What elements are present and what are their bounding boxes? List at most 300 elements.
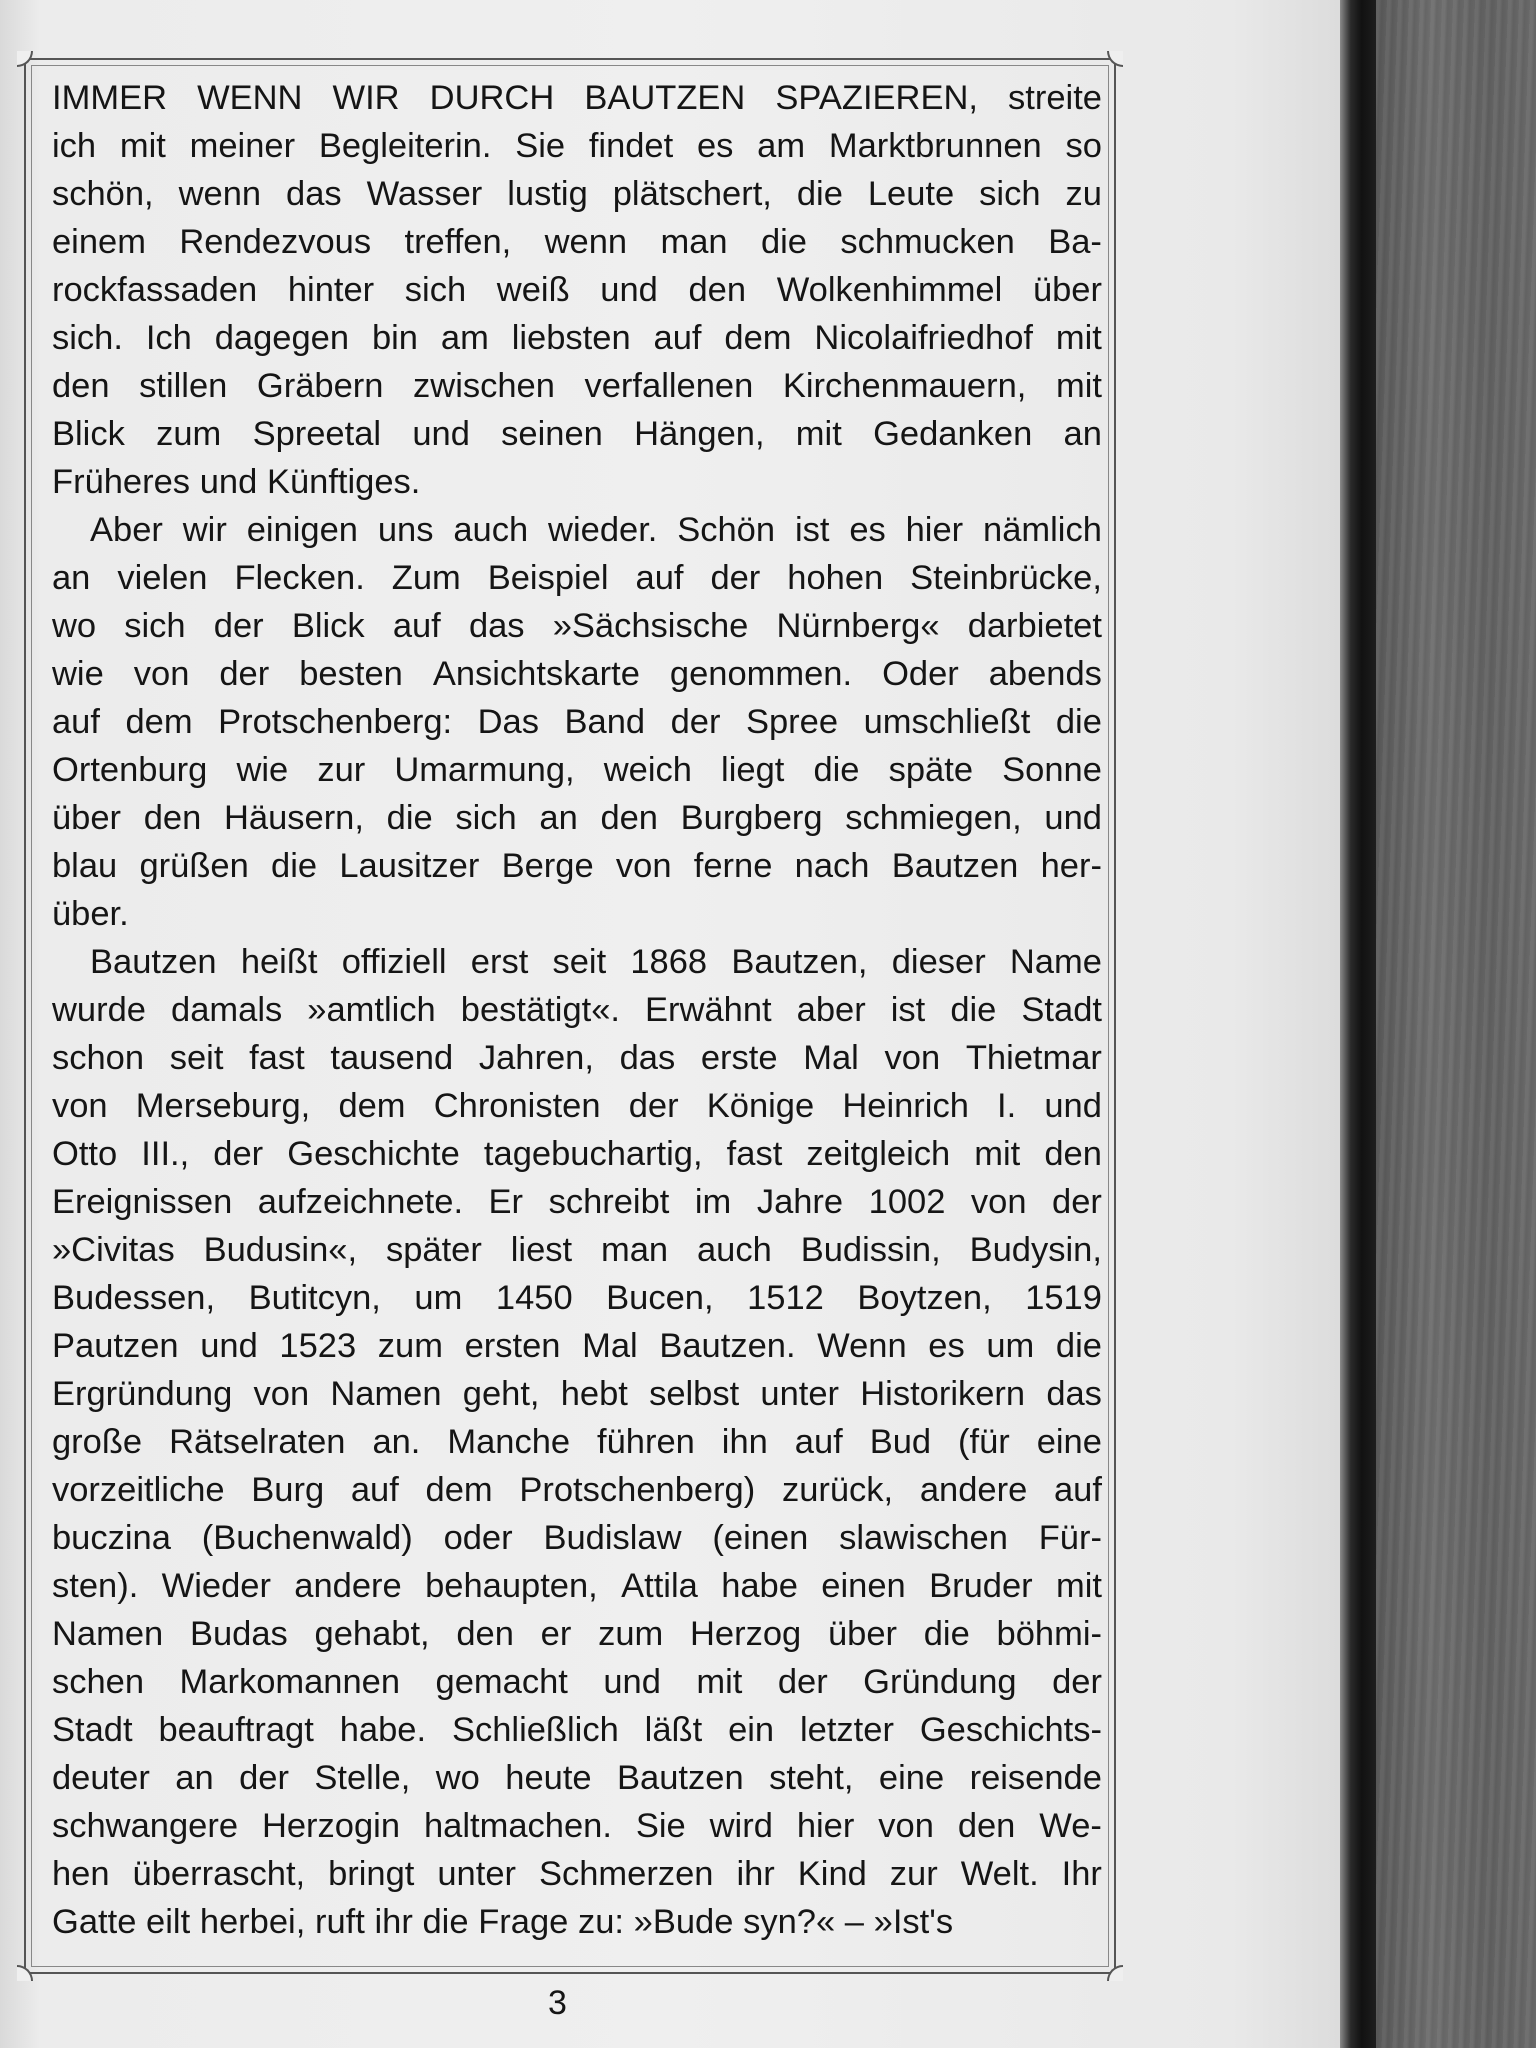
word: die bbox=[1055, 703, 1102, 741]
word: selbst bbox=[649, 1375, 740, 1413]
word: wie bbox=[52, 655, 104, 693]
word: und bbox=[200, 1327, 258, 1365]
word: oder bbox=[443, 1519, 513, 1557]
frame-corner bbox=[1107, 51, 1123, 67]
word: buczina bbox=[52, 1519, 171, 1557]
word: sich. bbox=[52, 319, 123, 357]
word: das bbox=[619, 1039, 676, 1077]
text-line bbox=[52, 698, 1102, 746]
word: Stadt bbox=[52, 1711, 133, 1749]
body-text bbox=[52, 74, 1102, 1946]
word: 1523 bbox=[279, 1327, 357, 1365]
text-line bbox=[52, 1418, 1102, 1466]
word: einen bbox=[821, 1567, 906, 1605]
word: Umarmung, bbox=[394, 751, 575, 789]
word: letzter bbox=[800, 1711, 894, 1749]
word: Burg bbox=[251, 1471, 325, 1509]
word: plätschert, bbox=[612, 175, 772, 213]
word: blau bbox=[52, 847, 118, 885]
word: Otto bbox=[52, 1135, 118, 1173]
word: (einen bbox=[712, 1519, 809, 1557]
frame-corner bbox=[1107, 1965, 1123, 1981]
word: tagebuchartig, bbox=[483, 1135, 703, 1173]
word: Gründung bbox=[863, 1663, 1017, 1701]
word: der bbox=[219, 655, 270, 693]
word: Sie bbox=[515, 127, 566, 165]
word: habe bbox=[721, 1567, 798, 1605]
word: zum bbox=[598, 1615, 664, 1653]
word: von bbox=[878, 1807, 934, 1845]
word: »Bude bbox=[633, 1903, 734, 1941]
word: am bbox=[440, 319, 489, 357]
word: (Buchenwald) bbox=[201, 1519, 413, 1557]
word: läßt bbox=[644, 1711, 703, 1749]
word: heute bbox=[505, 1759, 592, 1797]
word: offiziell bbox=[341, 943, 447, 981]
word: ist bbox=[794, 511, 830, 549]
word: der bbox=[239, 1759, 289, 1797]
word: Kind bbox=[797, 1855, 867, 1893]
word: Markomannen bbox=[179, 1663, 401, 1701]
page-number: 3 bbox=[548, 1984, 567, 2022]
word: über bbox=[1032, 271, 1102, 309]
word: wenn bbox=[544, 223, 628, 261]
word: Spree bbox=[745, 703, 839, 741]
word: zur bbox=[889, 1855, 938, 1893]
text-line bbox=[52, 1658, 1102, 1706]
text-line bbox=[52, 746, 1102, 794]
word: Steinbrücke, bbox=[910, 559, 1102, 597]
word: Attila bbox=[621, 1567, 698, 1605]
word: den bbox=[600, 799, 658, 837]
text-line bbox=[52, 314, 1102, 362]
text-line bbox=[52, 794, 1102, 842]
word: an. bbox=[372, 1423, 421, 1461]
word: lustig bbox=[507, 175, 588, 213]
word: von bbox=[133, 655, 190, 693]
word: mit bbox=[1056, 1567, 1102, 1605]
frame-corner bbox=[17, 1965, 33, 1981]
word: meiner bbox=[189, 127, 296, 165]
word: auf bbox=[635, 559, 684, 597]
word: Budessen, bbox=[52, 1279, 216, 1317]
word: Erwähnt bbox=[645, 991, 772, 1029]
word: den bbox=[52, 367, 110, 405]
word: »Ist's bbox=[873, 1903, 954, 1941]
word: Protschenberg) bbox=[519, 1471, 756, 1509]
word: andere bbox=[294, 1567, 402, 1605]
word: syn?« bbox=[743, 1903, 836, 1941]
word: zu bbox=[1065, 175, 1102, 213]
word: seinen bbox=[501, 415, 603, 453]
word: zum bbox=[377, 1327, 443, 1365]
word: her- bbox=[1040, 847, 1102, 885]
word: wieder. bbox=[548, 511, 658, 549]
word: liest bbox=[510, 1231, 573, 1269]
text-line bbox=[52, 266, 1102, 314]
word: Heinrich bbox=[842, 1087, 969, 1125]
word: Beispiel bbox=[487, 559, 609, 597]
word: es bbox=[928, 1327, 965, 1365]
word: schwangere bbox=[52, 1807, 239, 1845]
word: mit bbox=[696, 1663, 743, 1701]
word: nämlich bbox=[983, 511, 1102, 549]
word: Gedanken bbox=[873, 415, 1033, 453]
word: streite bbox=[1008, 79, 1102, 117]
word: Blick bbox=[52, 415, 125, 453]
text-line bbox=[52, 506, 1102, 554]
word: der bbox=[213, 607, 264, 645]
word: ferne bbox=[693, 847, 773, 885]
word: geht, bbox=[462, 1375, 540, 1413]
word: dem bbox=[425, 1471, 493, 1509]
word: hen bbox=[52, 1855, 110, 1893]
text-line bbox=[52, 1706, 1102, 1754]
word: Bautzen, bbox=[731, 943, 868, 981]
word: und bbox=[600, 271, 658, 309]
word: Bud bbox=[869, 1423, 932, 1461]
word: es bbox=[696, 127, 734, 165]
text-line bbox=[52, 1034, 1102, 1082]
word: Leute bbox=[867, 175, 955, 213]
word: dem bbox=[724, 319, 792, 357]
word: behaupten, bbox=[425, 1567, 598, 1605]
word: führen bbox=[597, 1423, 695, 1461]
word: Für- bbox=[1038, 1519, 1102, 1557]
word: fast bbox=[249, 1039, 305, 1077]
word: von bbox=[52, 1087, 108, 1125]
word: wo bbox=[435, 1759, 480, 1797]
word: der bbox=[1052, 1663, 1102, 1701]
text-line bbox=[52, 1322, 1102, 1370]
word: im bbox=[694, 1183, 732, 1221]
word: die bbox=[760, 223, 807, 261]
word: schen bbox=[52, 1663, 145, 1701]
text-line bbox=[52, 218, 1102, 266]
word: die bbox=[950, 991, 997, 1029]
word: den bbox=[957, 1807, 1016, 1845]
word: den bbox=[143, 799, 202, 837]
text-line bbox=[52, 410, 1102, 458]
word: Mal bbox=[803, 1039, 859, 1077]
word: Bautzen bbox=[90, 943, 217, 981]
word: liebsten bbox=[511, 319, 631, 357]
word: Budislaw bbox=[543, 1519, 682, 1557]
word: böhmi- bbox=[996, 1615, 1102, 1653]
text-line bbox=[52, 1562, 1102, 1610]
word: BAUTZEN bbox=[584, 79, 746, 117]
text-line bbox=[52, 1274, 1102, 1322]
word: zurück, bbox=[781, 1471, 894, 1509]
word: III., bbox=[141, 1135, 190, 1173]
word: Bautzen. bbox=[659, 1327, 796, 1365]
word: wir bbox=[182, 511, 227, 549]
word: Budissin, bbox=[800, 1231, 941, 1269]
word: ich bbox=[52, 127, 97, 165]
text-line bbox=[52, 1802, 1102, 1850]
word: bestätigt«. bbox=[460, 991, 620, 1029]
word: die bbox=[796, 175, 843, 213]
word: unter bbox=[760, 1375, 840, 1413]
word: Stadt bbox=[1021, 991, 1102, 1029]
word: Herzogin bbox=[261, 1807, 401, 1845]
word: haltmachen. bbox=[423, 1807, 612, 1845]
word: die bbox=[386, 799, 433, 837]
word: Namen bbox=[52, 1615, 164, 1653]
text-line bbox=[52, 842, 1102, 890]
word: uns bbox=[377, 511, 434, 549]
word: eine bbox=[878, 1759, 945, 1797]
word: Könige bbox=[706, 1087, 815, 1125]
word: damals bbox=[171, 991, 283, 1029]
word: schmiegen, bbox=[845, 799, 1022, 837]
word: eine bbox=[1036, 1423, 1102, 1461]
word: ihr bbox=[374, 1903, 413, 1941]
word: von bbox=[615, 847, 672, 885]
word: schmucken bbox=[840, 223, 1015, 261]
word: steht, bbox=[769, 1759, 854, 1797]
word: Gatte bbox=[52, 1903, 137, 1941]
word: Das bbox=[477, 703, 539, 741]
word: schon bbox=[52, 1039, 145, 1077]
word: die bbox=[422, 1903, 469, 1941]
word: Bautzen bbox=[617, 1759, 744, 1797]
word: der bbox=[777, 1663, 828, 1701]
word: überrascht, bbox=[132, 1855, 306, 1893]
word: das bbox=[1046, 1375, 1102, 1413]
word: Mal bbox=[582, 1327, 638, 1365]
word: Nicolaifriedhof bbox=[814, 319, 1034, 357]
word: Boytzen, bbox=[857, 1279, 992, 1317]
word: I. bbox=[997, 1087, 1017, 1125]
word: rockfassaden bbox=[52, 271, 258, 309]
word: von bbox=[884, 1039, 941, 1077]
word: Jahren, bbox=[478, 1039, 594, 1077]
text-line bbox=[52, 1178, 1102, 1226]
word: Ba- bbox=[1048, 223, 1102, 261]
word: abends bbox=[988, 655, 1102, 693]
word: vielen bbox=[117, 559, 208, 597]
word: grüßen bbox=[139, 847, 249, 885]
word: Wolkenhimmel bbox=[776, 271, 1003, 309]
word: Historikern bbox=[860, 1375, 1026, 1413]
word: tausend bbox=[330, 1039, 454, 1077]
word: mit bbox=[119, 127, 166, 165]
word: einigen bbox=[246, 511, 358, 549]
word: Frage bbox=[478, 1903, 569, 1941]
word: WIR bbox=[332, 79, 400, 117]
word: an bbox=[1063, 415, 1102, 453]
word: Ortenburg bbox=[52, 751, 208, 789]
word: Kirchenmauern, bbox=[782, 367, 1027, 405]
word: ist bbox=[890, 991, 926, 1029]
word: bin bbox=[371, 319, 418, 357]
word: Schön bbox=[677, 511, 776, 549]
word: ein bbox=[728, 1711, 775, 1749]
word: stillen bbox=[139, 367, 228, 405]
word: Bruder bbox=[929, 1567, 1033, 1605]
word: mit bbox=[1055, 319, 1102, 357]
word: Marktbrunnen bbox=[828, 127, 1042, 165]
word: den bbox=[1044, 1135, 1102, 1173]
word: bringt bbox=[328, 1855, 415, 1893]
word: wurde bbox=[52, 991, 146, 1029]
text-line bbox=[52, 170, 1102, 218]
word: Bucen, bbox=[606, 1279, 714, 1317]
word: findet bbox=[588, 127, 674, 165]
word: Früheres bbox=[52, 463, 191, 501]
word: um bbox=[414, 1279, 463, 1317]
word: Wenn bbox=[817, 1327, 907, 1365]
text-line bbox=[52, 1850, 1102, 1898]
word: und bbox=[603, 1663, 661, 1701]
word: Wieder bbox=[161, 1567, 271, 1605]
word: gehabt, bbox=[314, 1615, 430, 1653]
word: man bbox=[660, 223, 728, 261]
word: über bbox=[52, 799, 122, 837]
word: das bbox=[468, 607, 525, 645]
word: wird bbox=[709, 1807, 773, 1845]
word: auf bbox=[392, 607, 441, 645]
word: deuter bbox=[52, 1759, 150, 1797]
word: die bbox=[1055, 1327, 1102, 1365]
text-line bbox=[52, 1466, 1102, 1514]
word: Sie bbox=[635, 1807, 686, 1845]
word: Name bbox=[1009, 943, 1102, 981]
word: Oder bbox=[882, 655, 959, 693]
word: seit bbox=[552, 943, 607, 981]
word: auch bbox=[453, 511, 529, 549]
word: am bbox=[757, 127, 806, 165]
word: über bbox=[827, 1615, 898, 1653]
word: aber bbox=[796, 991, 866, 1029]
word: Sonne bbox=[1002, 751, 1102, 789]
word: hier bbox=[905, 511, 964, 549]
word: und bbox=[412, 415, 470, 453]
word: man bbox=[600, 1231, 669, 1269]
word: an bbox=[539, 799, 578, 837]
word: und bbox=[1044, 1087, 1102, 1125]
word: beauftragt bbox=[158, 1711, 314, 1749]
word: die bbox=[813, 751, 860, 789]
word: erste bbox=[700, 1039, 778, 1077]
word: »Civitas bbox=[52, 1231, 175, 1269]
word: fast bbox=[726, 1135, 783, 1173]
word: Rendezvous bbox=[179, 223, 372, 261]
text-line bbox=[52, 362, 1102, 410]
word: WENN bbox=[197, 79, 303, 117]
word: auf bbox=[794, 1423, 843, 1461]
word: über. bbox=[52, 895, 129, 933]
word: Berge bbox=[501, 847, 594, 885]
text-line bbox=[52, 1514, 1102, 1562]
word: besten bbox=[299, 655, 403, 693]
word: von bbox=[253, 1375, 310, 1413]
word: hier bbox=[796, 1807, 855, 1845]
word: Herzog bbox=[690, 1615, 802, 1653]
word: der bbox=[670, 703, 721, 741]
word: – bbox=[844, 1903, 864, 1941]
text-line bbox=[52, 458, 1102, 506]
word: nach bbox=[794, 847, 870, 885]
text-line bbox=[52, 1082, 1102, 1130]
word: die bbox=[923, 1615, 970, 1653]
word: zur bbox=[317, 751, 366, 789]
text-line bbox=[52, 986, 1102, 1034]
word: später bbox=[385, 1231, 482, 1269]
text-line bbox=[52, 938, 1102, 986]
word: andere bbox=[919, 1471, 1028, 1509]
text-line bbox=[52, 1226, 1102, 1274]
word: dieser bbox=[891, 943, 986, 981]
word: der bbox=[1052, 1183, 1102, 1221]
word: 1512 bbox=[747, 1279, 824, 1317]
word: genommen. bbox=[669, 655, 853, 693]
word: der bbox=[213, 1135, 264, 1173]
word: der bbox=[710, 559, 761, 597]
word: Jahre bbox=[756, 1183, 844, 1221]
word: 1519 bbox=[1025, 1279, 1102, 1317]
word: (für bbox=[958, 1423, 1010, 1461]
word: habe. bbox=[339, 1711, 427, 1749]
word: es bbox=[849, 511, 886, 549]
text-line bbox=[52, 602, 1102, 650]
word: Künftiges. bbox=[266, 463, 421, 501]
word: 1868 bbox=[630, 943, 708, 981]
word: sich bbox=[979, 175, 1041, 213]
word: und bbox=[199, 463, 258, 501]
word: Begleiterin. bbox=[318, 127, 492, 165]
word: späte bbox=[888, 751, 974, 789]
word: Er bbox=[488, 1183, 524, 1221]
word: gemacht bbox=[435, 1663, 568, 1701]
word: DURCH bbox=[429, 79, 555, 117]
word: Burgberg bbox=[680, 799, 823, 837]
word: auf bbox=[52, 703, 100, 741]
word: Geschichts- bbox=[919, 1711, 1102, 1749]
word: Aber bbox=[90, 511, 163, 549]
text-line bbox=[52, 1754, 1102, 1802]
text-line bbox=[52, 1610, 1102, 1658]
word: liegt bbox=[721, 751, 785, 789]
word: Welt. bbox=[960, 1855, 1039, 1893]
word: so bbox=[1065, 127, 1102, 165]
word: Budysin, bbox=[969, 1231, 1102, 1269]
word: Stelle, bbox=[314, 1759, 411, 1797]
word: 1002 bbox=[868, 1183, 946, 1221]
word: Butitcyn, bbox=[248, 1279, 381, 1317]
word: Budas bbox=[189, 1615, 288, 1653]
word: an bbox=[175, 1759, 214, 1797]
word: auf bbox=[653, 319, 702, 357]
word: Lausitzer bbox=[339, 847, 480, 885]
word: Band bbox=[564, 703, 646, 741]
word: auf bbox=[1053, 1471, 1102, 1509]
word: die bbox=[271, 847, 318, 885]
word: einem bbox=[52, 223, 146, 261]
word: mit bbox=[974, 1135, 1021, 1173]
word: slawischen bbox=[839, 1519, 1008, 1557]
word: Thietmar bbox=[965, 1039, 1102, 1077]
word: Hängen, bbox=[634, 415, 765, 453]
word: dem bbox=[125, 703, 193, 741]
word: darbietet bbox=[967, 607, 1102, 645]
word: Schließlich bbox=[451, 1711, 619, 1749]
text-line bbox=[52, 650, 1102, 698]
word: Chronisten bbox=[433, 1087, 601, 1125]
word: heißt bbox=[240, 943, 318, 981]
word: um bbox=[986, 1327, 1035, 1365]
